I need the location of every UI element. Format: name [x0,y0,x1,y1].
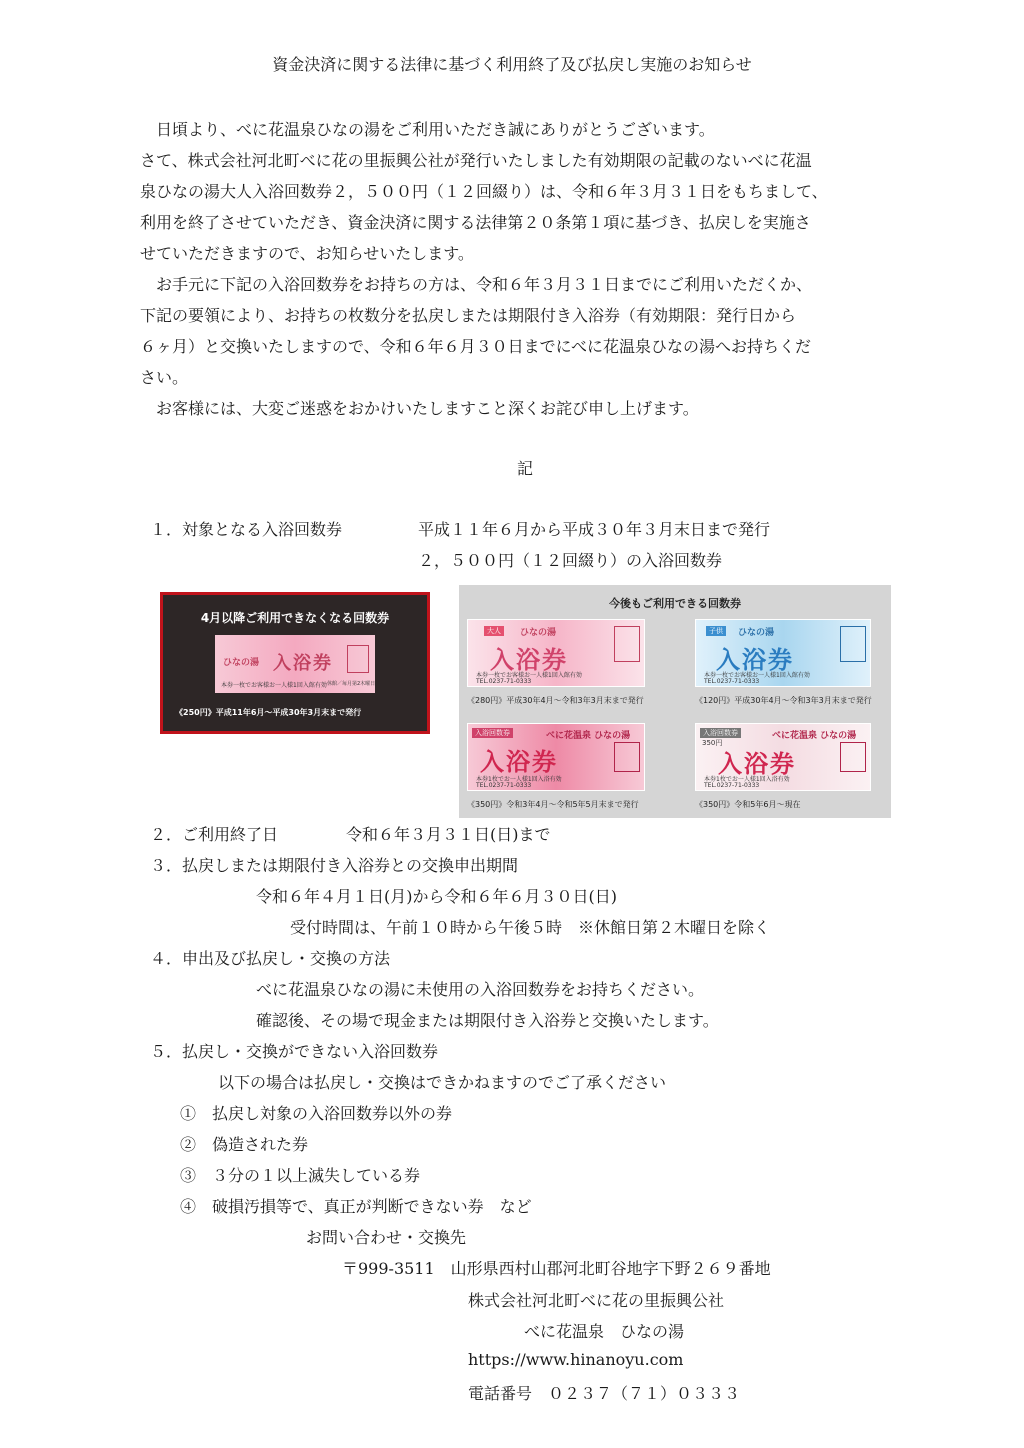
contact-company: 株式会社河北町べに花の里振興公社 [468,1291,725,1310]
ticket-side-note: 休館／毎月第2木曜日 [327,681,375,687]
item4-line2: 確認後、その場で現金または期限付き入浴券と交換いたします。 [256,1011,719,1030]
ticket-main-label: 入浴券 [480,748,558,776]
ticket-main-label: 入浴券 [273,653,333,674]
ticket-main-label: 入浴券 [718,750,796,778]
ticket-adult [467,619,645,687]
ticket-main-label: 入浴券 [490,646,568,674]
ticket-tel: TEL.0237-71-0333 [476,782,532,789]
ticket-child [695,619,871,687]
old-ticket-image [215,635,375,693]
ticket-tag: 入浴回数券 [700,728,741,738]
ticket-brand: ひなの湯 [520,628,557,638]
intro-line: 下記の要領により、お持ちの枚数分を払戻しまたは期限付き入浴券（有効期限：発行日から [140,306,797,325]
ticket-350-old-caption: 《350円》令和3年4月～令和5年5月末まで発行 [467,800,639,809]
item1-heading: １．対象となる入浴回数券 [150,520,343,539]
item1-line1: 平成１１年６月から平成３０年３月末日まで発行 [418,520,771,539]
discontinued-ticket-panel [160,592,430,734]
item4-line1: べに花温泉ひなの湯に未使用の入浴回数券をお持ちください。 [256,980,705,999]
ticket-stamp [614,742,640,772]
ticket-brand: べに花温泉 ひなの湯 [772,731,857,741]
contact-heading: お問い合わせ・交換先 [306,1228,467,1247]
ticket-tag: 入浴回数券 [472,728,513,738]
item2-value: 令和６年３月３１日(日)まで [346,825,551,844]
intro-line: さて、株式会社河北町べに花の里振興公社が発行いたしました有効期限の記載のないべに花温 [140,151,812,170]
exclusion-list-item: ④ 破損汚損等で、真正が判断できない券 など [180,1197,532,1216]
intro-line: お客様には、大変ご迷惑をおかけいたしますこと深くお詫び申し上げます。 [140,399,699,418]
intro-line: お手元に下記の入浴回数券をお持ちの方は、令和６年３月３１日までにご利用いただくか、 [140,275,813,294]
intro-line: ６ヶ月）と交換いたしますので、令和６年６月３０日までにべに花温泉ひなの湯へお持ちくだ [140,337,812,356]
item1-line2: ２，５００円（１２回綴り）の入浴回数券 [418,551,723,570]
ticket-note: 本券1枚でお一人様1回入浴有効 [704,776,790,783]
ticket-brand: ひなの湯 [738,628,775,638]
exclusion-list-item: ③ ３分の１以上滅失している券 [180,1166,421,1185]
ticket-stamp [614,626,640,662]
ticket-note: 本券一枚でお客様お一人様1回入館有効 [476,672,582,679]
intro-line: さい。 [140,368,189,387]
page-title: 資金決済に関する法律に基づく利用終了及び払戻し実施のお知らせ [272,55,752,74]
item5-intro: 以下の場合は払戻し・交換はできかねますのでご了承ください [218,1073,667,1092]
ticket-brand: ひなの湯 [223,658,260,668]
item3-heading: ３．払戻しまたは期限付き入浴券との交換申出期間 [150,856,519,875]
intro-line: 日頃より、べに花温泉ひなの湯をご利用いただき誠にありがとうございます。 [140,120,715,139]
ticket-price: 350円 [702,739,723,747]
ticket-tel: TEL.0237-71-0333 [704,678,760,685]
ticket-stamp [840,742,866,772]
contact-url[interactable]: https://www.hinanoyu.com [468,1350,684,1369]
ticket-350-old [467,723,645,791]
ticket-tag: 子供 [706,626,726,636]
ticket-tel: TEL.0237-71-0333 [704,782,760,789]
ticket-stamp [347,645,369,673]
item2-heading: ２．ご利用終了日 [150,825,279,844]
ticket-tag: 大人 [484,626,504,636]
item5-heading: ５．払戻し・交換ができない入浴回数券 [150,1042,439,1061]
contact-address: 〒999-3511 山形県西村山郡河北町谷地字下野２６９番地 [342,1259,771,1278]
ticket-child-caption: 《120円》平成30年4月～令和3年3月末まで発行 [695,696,872,705]
discontinued-caption: 《250円》平成11年6月～平成30年3月末まで発行 [175,708,362,717]
valid-panel-heading: 今後もご利用できる回数券 [609,597,741,610]
item4-heading: ４．申出及び払戻し・交換の方法 [150,949,391,968]
ticket-stamp [840,626,866,662]
ticket-note: 本券一枚でお客様お一人様1回入館有効 [704,672,810,679]
exclusion-list-item: ① 払戻し対象の入浴回数券以外の券 [180,1104,453,1123]
discontinued-panel-heading: 4月以降ご利用できなくなる回数券 [200,611,390,625]
ticket-note: 本券1枚でお一人様1回入浴有効 [476,776,562,783]
item3-hours: 受付時間は、午前１０時から午後５時 ※休館日第２木曜日を除く [290,918,771,937]
ki-heading: 記 [516,459,533,478]
contact-facility: べに花温泉 ひなの湯 [524,1322,685,1341]
ticket-brand: べに花温泉 ひなの湯 [546,731,631,741]
valid-tickets-panel [459,585,891,818]
contact-phone: 電話番号 ０２３７（７１）０３３３ [468,1384,741,1403]
intro-line: せていただきますので、お知らせいたします。 [140,244,474,263]
intro-line: 利用を終了させていただき、資金決済に関する法律第２０条第１項に基づき、払戻しを実施さ [140,213,811,232]
ticket-adult-caption: 《280円》平成30年4月～令和3年3月末まで発行 [467,696,644,705]
ticket-350-current [695,723,871,791]
ticket-350-current-caption: 《350円》令和5年6月～現在 [695,800,801,809]
ticket-tel: TEL.0237-71-0333 [476,678,532,685]
item3-period: 令和６年４月１日(月)から令和６年６月３０日(日) [256,887,617,906]
exclusion-list-item: ② 偽造された券 [180,1135,309,1154]
ticket-note: 本券一枚でお客様お一人様1回入館有効 [221,682,327,689]
intro-line: 泉ひなの湯大人入浴回数券２，５００円（１２回綴り）は、令和６年３月３１日をもちまして、 [140,182,828,201]
ticket-main-label: 入浴券 [716,646,794,674]
